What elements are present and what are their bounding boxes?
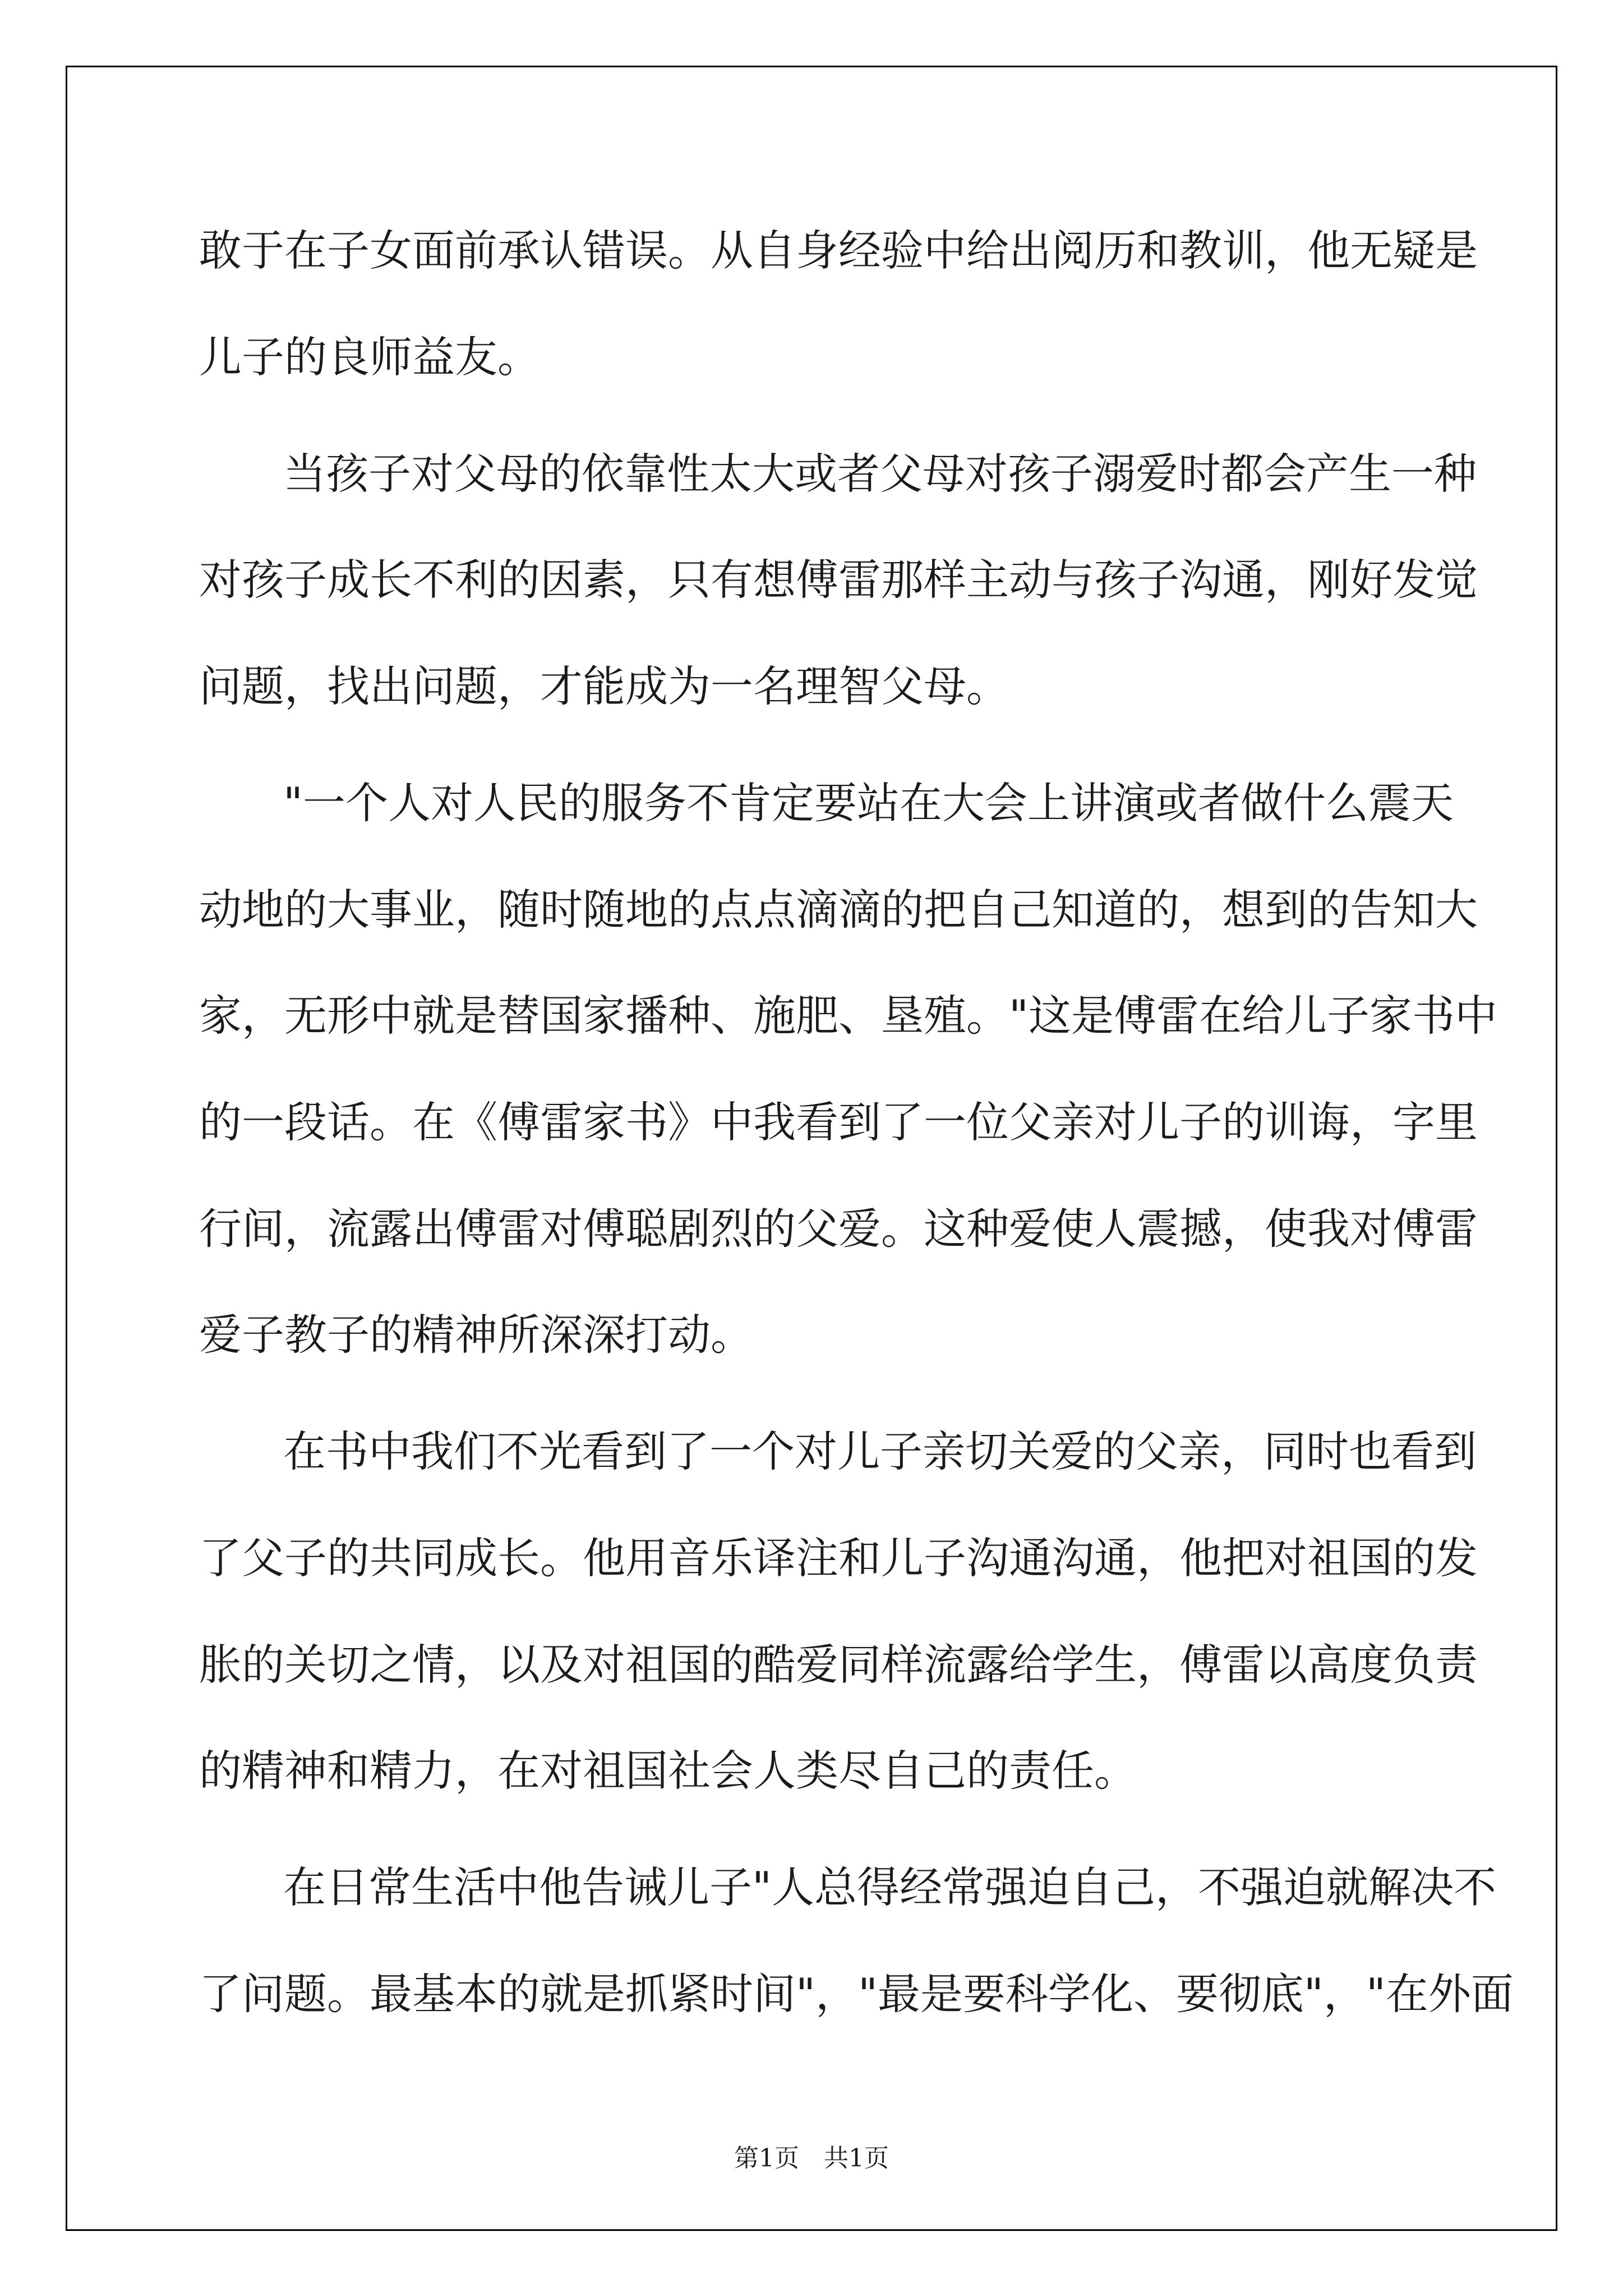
text-line: 在书中我们不光看到了一个对儿子亲切关爱的父亲，同时也看到 <box>283 1427 1477 1476</box>
text-line: 敢于在子女面前承认错误。从自身经验中给出阅历和教训，他无疑是 <box>199 226 1478 275</box>
text-line: 的一段话。在《傅雷家书》中我看到了一位父亲对儿子的训诲，字里 <box>199 1097 1478 1147</box>
text-line: 在日常生活中他告诫儿子"人总得经常强迫自己，不强迫就解决不 <box>283 1862 1496 1912</box>
text-line: "一个人对人民的服务不肯定要站在大会上讲演或者做什么震天 <box>283 778 1454 828</box>
text-line: 问题，找出问题，才能成为一名理智父母。 <box>199 661 1009 711</box>
page-number-footer: 第1页 共1页 <box>734 2144 889 2173</box>
text-line: 当孩子对父母的依靠性太大或者父母对孩子溺爱时都会产生一种 <box>283 449 1477 499</box>
text-line: 动地的大事业，随时随地的点点滴滴的把自己知道的，想到的告知大 <box>199 885 1478 935</box>
text-line: 爱子教子的精神所深深打动。 <box>199 1310 753 1360</box>
text-line: 了问题。最基本的就是抓紧时间"，"最是要科学化、要彻底"，"在外面 <box>199 1969 1514 2019</box>
text-line: 家，无形中就是替国家播种、施肥、垦殖。"这是傅雷在给儿子家书中 <box>199 991 1497 1041</box>
text-line: 儿子的良师益友。 <box>199 332 540 382</box>
text-line: 的精神和精力，在对祖国社会人类尽自己的责任。 <box>199 1746 1137 1796</box>
text-line: 了父子的共同成长。他用音乐译注和儿子沟通沟通，他把对祖国的发 <box>199 1533 1478 1583</box>
text-line: 胀的关切之情，以及对祖国的酷爱同样流露给学生，傅雷以高度负责 <box>199 1640 1478 1690</box>
text-line: 行间，流露出傅雷对傅聪剧烈的父爱。这种爱使人震撼，使我对傅雷 <box>199 1204 1478 1254</box>
text-line: 对孩子成长不利的因素，只有想傅雷那样主动与孩子沟通，刚好发觉 <box>199 555 1478 605</box>
